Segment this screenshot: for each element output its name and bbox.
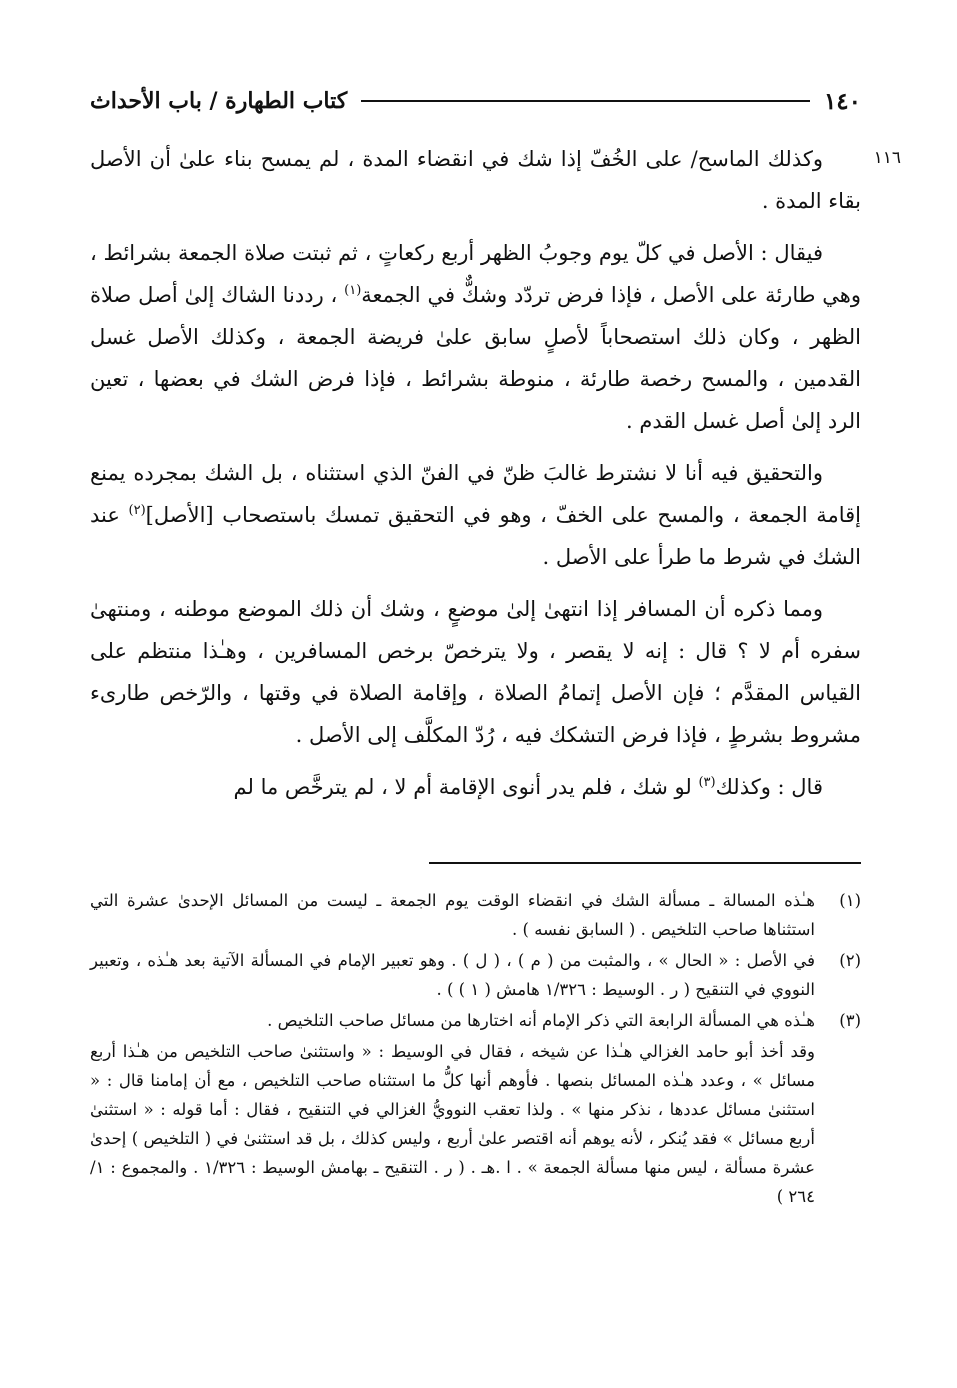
text-run: والتحقيق فيه أنا لا نشترط غالبَ ظنّ في الفنّ الذي استثناه ، بل الشك بمجرده يمنع إقامة الجمعة ، والمسح على الخفّ ، وهو في التحقيق تمسك باستصحاب [الأصل] bbox=[90, 461, 861, 527]
running-header bbox=[90, 84, 861, 118]
footnote-number: (٣) bbox=[839, 1011, 861, 1030]
margin-folio-number: ١١٦ bbox=[873, 148, 901, 168]
paragraph: وكذلك الماسح/ على الخُفّ إذا شك في انقضاء المدة ، لم يمسح بناء علىٰ أن الأصل بقاء المدة . bbox=[90, 147, 861, 213]
text-run: فيقال : الأصل في كلّ يوم وجوبُ الظهر أربع ركعاتٍ ، ثم ثبتت صلاة الجمعة بشرائط ، وهي طارئة على الأصل ، فإذا فرض تردّد وشكٌّ في الجمعة bbox=[90, 241, 861, 307]
footnote-number: (٢) bbox=[839, 951, 861, 970]
page-number: ١٤٠ bbox=[823, 87, 861, 115]
footnote bbox=[90, 946, 861, 1004]
footnote-marker[interactable]: (٢) bbox=[128, 503, 146, 518]
header-rule bbox=[361, 100, 810, 102]
footnote-text: هـٰذه هي المسألة الرابعة التي ذكر الإمام أنه اختارها من مسائل صاحب التلخيص . bbox=[267, 1011, 815, 1030]
main-text bbox=[90, 138, 861, 818]
footnote-marker[interactable]: (١) bbox=[344, 283, 362, 298]
footnote-marker[interactable]: (٣) bbox=[698, 775, 716, 790]
text-run: ، رددنا الشاك إلىٰ أصل صلاة الظهر ، وكان ذلك استصحاباً لأصلٍ سابق علىٰ فريضة الجمعة ، وكذلك الأصل غسل القدمين ، والمسح رخصة طارئة ، منوطة بشرائط ، فإذا فرض الشك في بعضها ، تعين الرد إلىٰ أصل غسل القدم . bbox=[90, 283, 861, 433]
footnote-separator bbox=[429, 862, 861, 864]
footnote-number: (١) bbox=[839, 891, 861, 910]
footnote-text: هـٰذه المسالة ـ مسألة الشك في انقضاء الوقت يوم الجمعة ـ ليست من المسائل الإحدىٰ عشرة التي استثناها صاحب التلخيص . ( السابق نفسه ) . bbox=[90, 891, 815, 939]
paragraph bbox=[90, 232, 861, 442]
text-run: عند الشك في شرط ما طرأ على الأصل . bbox=[90, 503, 861, 569]
paragraph bbox=[90, 452, 861, 578]
footnotes bbox=[90, 886, 861, 1211]
footnote bbox=[90, 1006, 861, 1035]
paragraph: ومما ذكره أن المسافر إذا انتهىٰ إلىٰ موضعٍ ، وشك أن ذلك الموضع موطنه ، ومنتهىٰ سفره أم لا ؟ قال : إنه لا يقصر ، ولا يترخصّ برخص المسافرين ، وهـٰذا منتظم على القياس المقدَّم ؛ فإن الأصل إتمامُ الصلاة ، وإقامة الصلاة في وقتها ، والرّخص طارىء مشروط بشرطٍ ، فإذا فرض التشكك فيه ، رُدّ المكلَّف إلى الأصل . bbox=[90, 597, 861, 747]
paragraph bbox=[90, 766, 861, 808]
footnote-text: في الأصل : « الحال » ، والمثبت من ( م ) ، ( ل ) . وهو تعبير الإمام في المسألة الآتية بعد هـٰذه ، وتعبير النووي في التنقيح ( ر . الوسيط : ١/٣٢٦ هامش ( ١ ) ) . bbox=[90, 951, 815, 999]
text-run: لو شك ، فلم يدر أنوى الإقامة أم لا ، لم يترخَّص ما لم bbox=[233, 775, 692, 799]
footnote-continuation: وقد أخذ أبو حامد الغزالي هـٰذا عن شيخه ، فقال في الوسيط : « واستثنىٰ صاحب التلخيص من هـٰذا أربع مسائل » ، وعدد هـٰذه المسائل بنصها . فأوهم أنها كلُّ ما استثناه صاحب التلخيص ، مع أن إمامنا قال : « استثنىٰ مسائل عددها ، نذكر منها » . ولذا تعقب النوويُّ الغزالي في التنقيح ، فقال : أما قوله : « استثنىٰ أربع مسائل » فقد يُنكر ، لأنه يوهم أنه اقتصر علىٰ أربع ، وليس كذلك ، بل قد استثنىٰ في ( التلخيص ) إحدىٰ عشرة مسألة ، ليس منها مسألة الجمعة » . ا .هـ . ( ر . التنقيح ـ بهامش الوسيط : ١/٣٢٦ . والمجموع : ١/ ٢٦٤ ) bbox=[90, 1042, 816, 1206]
running-title: كتاب الطهارة / باب الأحداث bbox=[90, 88, 348, 114]
footnote bbox=[90, 886, 861, 944]
text-run: قال : وكذلك bbox=[715, 775, 823, 799]
